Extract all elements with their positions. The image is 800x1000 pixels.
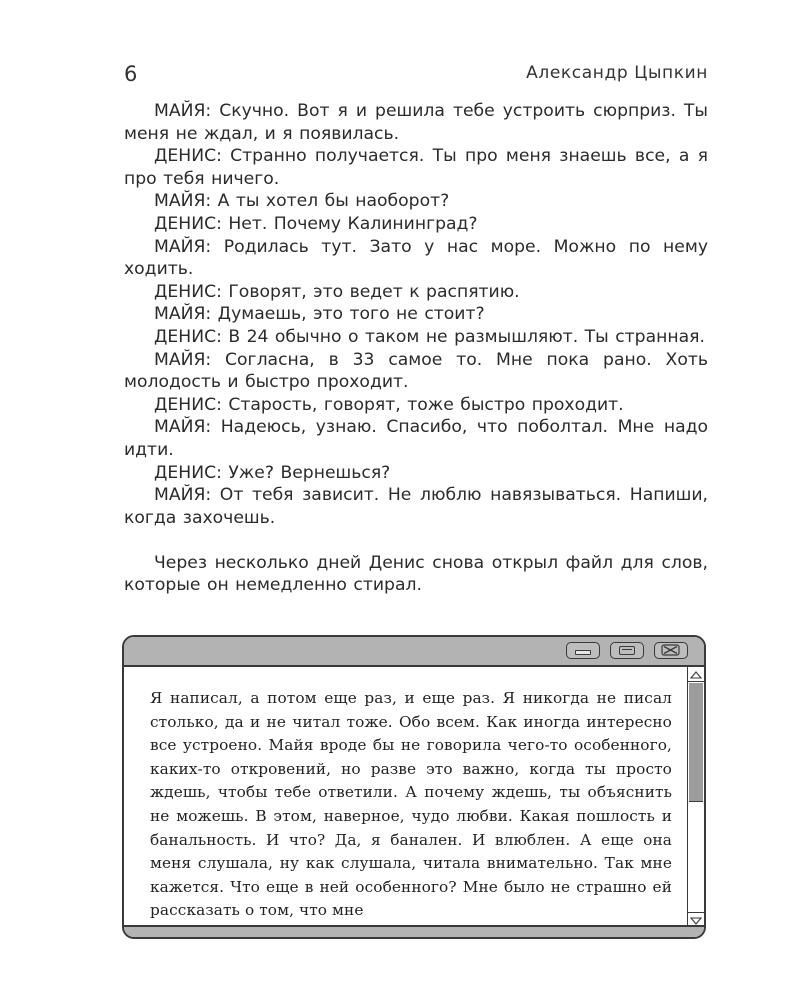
maximize-button[interactable] [610, 642, 644, 659]
dialogue-line: МАЙЯ: От тебя зависит. Не люблю навязываться. Напиши, когда захочешь. [124, 485, 708, 528]
dialogue-line: МАЙЯ: Скучно. Вот я и решила тебе устроить сюрприз. Ты меня не ждал, и я появилась. [124, 101, 708, 144]
window-titlebar[interactable] [124, 637, 704, 667]
window-bottom-bar [124, 925, 704, 937]
dialogue-line: ДЕНИС: Старость, говорят, тоже быстро проходит. [154, 394, 624, 415]
dialogue-line: ДЕНИС: Говорят, это ведет к распятию. [154, 281, 520, 302]
page-number: 6 [124, 62, 138, 86]
vertical-scrollbar[interactable] [687, 667, 704, 927]
narration-paragraph: Через несколько дней Денис снова открыл файл для слов, которые он немедленно стирал. [124, 552, 708, 596]
dialogue-line: МАЙЯ: А ты хотел бы наоборот? [154, 191, 450, 212]
dialogue-line: МАЙЯ: Родилась тут. Зато у нас море. Можно по нему ходить. [124, 236, 708, 280]
dialogue-line: МАЙЯ: Надеюсь, узнаю. Спасибо, что поболтал. Мне надо идти. [124, 417, 708, 460]
minimize-button[interactable] [566, 642, 600, 659]
dialogue-line: МАЙЯ: Думаешь, это того не стоит? [154, 304, 485, 325]
scrollbar-thumb[interactable] [689, 683, 703, 802]
running-header-author: Александр Цыпкин [526, 63, 708, 83]
dialogue-line: ДЕНИС: Уже? Вернешься? [154, 462, 391, 483]
window-content [126, 667, 686, 927]
body-text [124, 100, 708, 597]
text-window [122, 635, 706, 939]
dialogue-line: ДЕНИС: Странно получается. Ты про меня знаешь все, а я про тебя ничего. [124, 146, 708, 189]
close-button[interactable] [654, 642, 688, 659]
window-text: Я написал, а потом еще раз, и еще раз. Я никогда не писал столько, да и не читал тоже. Обо всем. Как иногда интересно все устроено. Майя вроде бы не говорила чего-то особенного, каких-то откровений, но разве это важно, когда ты просто ждешь, чтобы тебе ответили. А почему ждешь, ты объяснить не можешь. В этом, наверное, чудо любви. Какая пошлость и банальность. И что? Да, я банален. И влюблен. А еще она меня слушала, ну как слушала, читала внимательно. Так мне кажется. Что еще в ней особенного? Мне было не страшно ей рассказать о том, что мне [150, 689, 672, 920]
dialogue-line: МАЙЯ: Согласна, в 33 самое то. Мне пока рано. Хоть молодость и быстро проходит. [124, 349, 708, 393]
close-icon [655, 643, 686, 657]
dialogue-line: ДЕНИС: Нет. Почему Калининград? [154, 213, 478, 234]
scroll-up-button[interactable] [688, 667, 704, 682]
arrow-up-icon [688, 668, 704, 682]
dialogue-line: ДЕНИС: В 24 обычно о таком не размышляют. Ты странная. [154, 326, 705, 347]
